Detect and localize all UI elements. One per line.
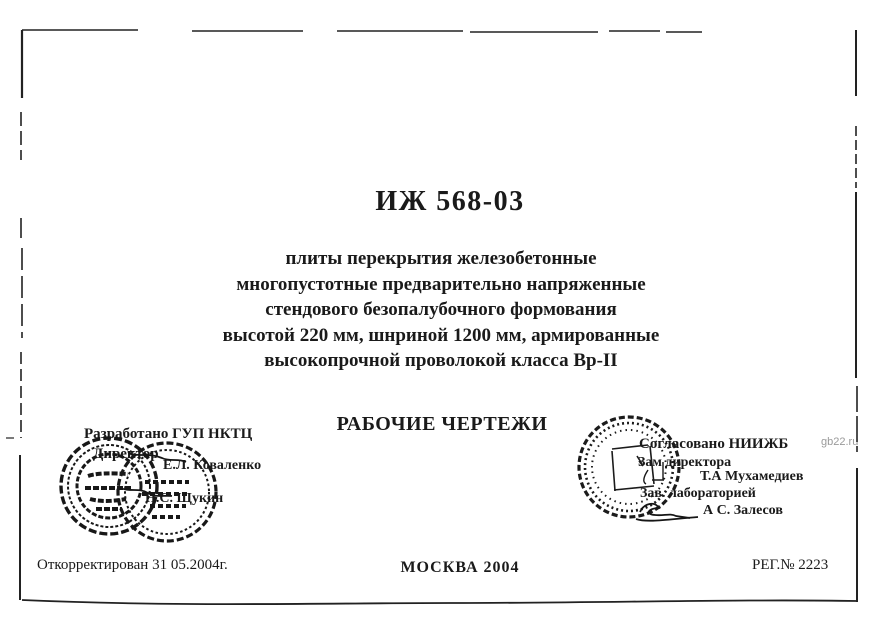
developed-signer-1: Е.Л. Коваленко bbox=[163, 458, 262, 473]
approved-signer-1: Т.А Мухамедиев bbox=[700, 469, 804, 484]
approved-org-line: Согласовано НИИЖБ bbox=[639, 436, 789, 452]
developed-role: Директор bbox=[93, 446, 159, 462]
approved-role-1: Зам директора bbox=[638, 455, 732, 470]
approved-signer-2: А С. Залесов bbox=[703, 503, 783, 518]
doc-subtitle-line: высотой 220 мм, шнриной 1200 мм, армированные bbox=[222, 324, 660, 346]
developed-org-line: Разработано ГУП НКТЦ bbox=[84, 426, 253, 442]
doc-subtitle-line: плиты перекрытия железобетонные bbox=[285, 248, 597, 269]
doc-subtitle bbox=[118, 246, 764, 374]
footer-reg-number: РЕГ.№ 2223 bbox=[752, 557, 829, 573]
footer-city-year: МОСКВА 2004 bbox=[400, 559, 520, 576]
doc-type-label: РАБОЧИЕ ЧЕРТЕЖИ bbox=[336, 413, 548, 435]
developed-signer-2: Н.С. Щукин bbox=[145, 491, 224, 506]
footer-corrected-note: Откорректирован 31 05.2004г. bbox=[37, 557, 228, 573]
site-watermark: gb22.ru bbox=[821, 436, 859, 448]
doc-subtitle-line: стендового безопалубочного формования bbox=[265, 299, 617, 321]
doc-code-title: ИЖ 568-03 bbox=[375, 186, 525, 217]
doc-subtitle-line: высокопрочной проволокой класса Вр-II bbox=[264, 350, 618, 372]
approved-role-2: Зав. лабораторией bbox=[640, 486, 756, 501]
doc-subtitle-line: многопустотные предварительно напряженные bbox=[236, 273, 646, 295]
